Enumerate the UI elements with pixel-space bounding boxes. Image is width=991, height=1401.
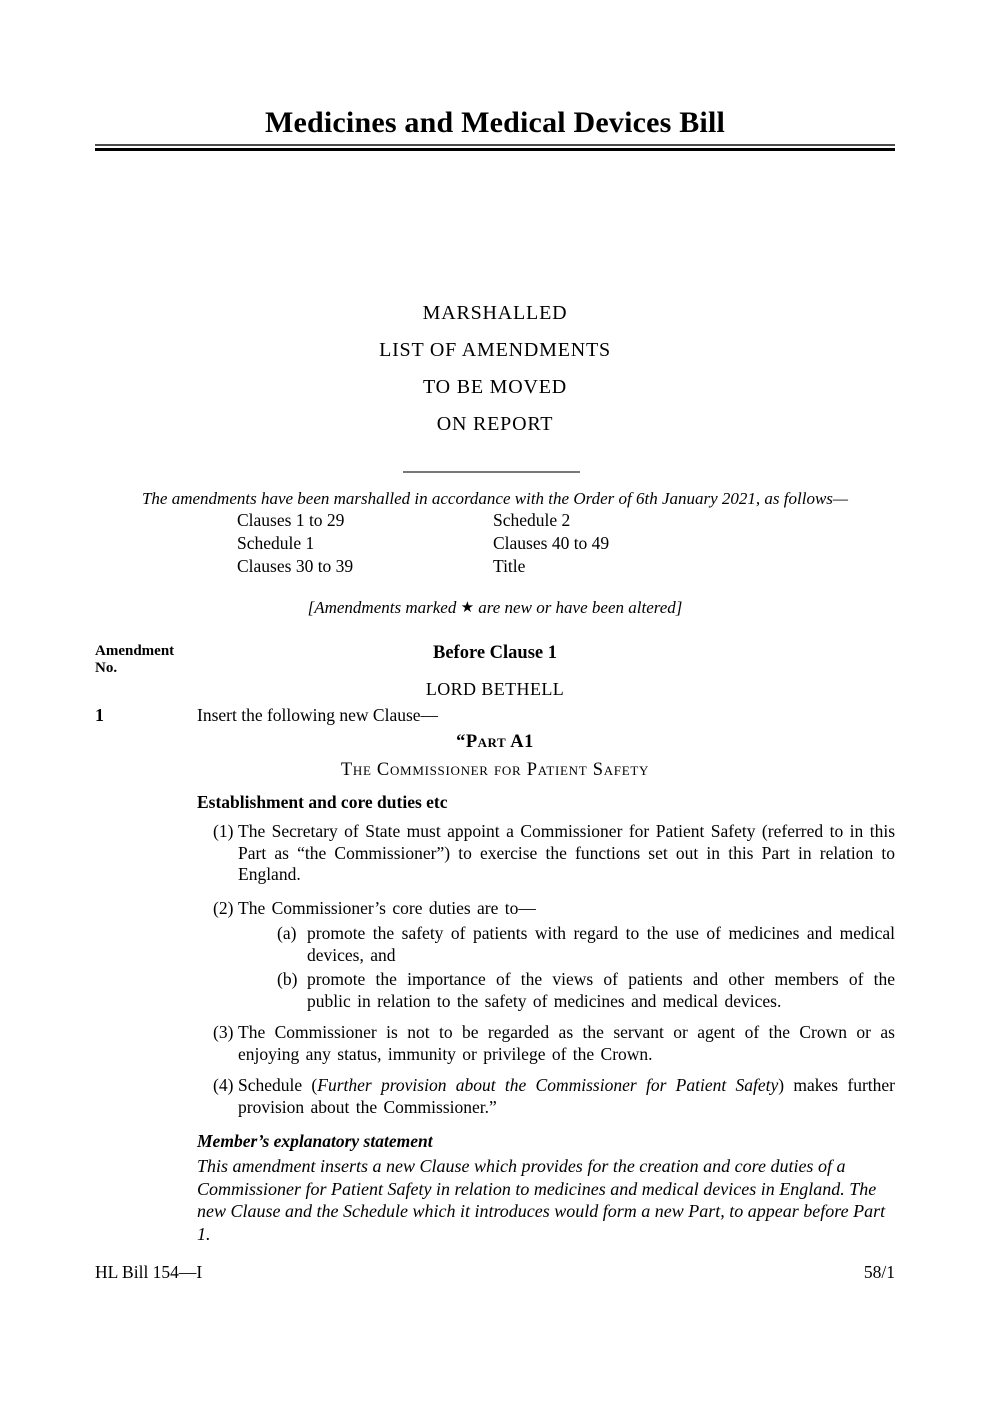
clause-3	[213, 1022, 895, 1065]
marshalling-column-1	[237, 509, 353, 578]
document-type-headings	[95, 303, 895, 451]
before-clause-heading: Before Clause 1	[433, 643, 557, 663]
explanatory-statement-text: This amendment inserts a new Clause which provides for the creation and core duties of a Commissioner for Patient Safety in relation to medicines and medical devices in England. The new Clause and the Schedule which it introduces would form a new Part, to appear before Part 1.	[197, 1156, 886, 1244]
footer-page-ref: 58/1	[863, 1262, 895, 1282]
marshalling-item: Schedule 2	[493, 510, 571, 530]
subclause-text: promote the safety of patients with regard to the use of medicines and medical devices, and	[307, 923, 895, 965]
part-heading: “Part A1	[456, 732, 534, 752]
marshalling-item: Clauses 40 to 49	[493, 533, 610, 553]
clause-text-suffix: ) makes further provision about the Commissioner.”	[238, 1075, 895, 1117]
clauses-block	[213, 821, 895, 1130]
mover-name: LORD BETHELL	[425, 679, 565, 699]
heading-to-be-moved: TO BE MOVED	[423, 376, 567, 398]
title-double-rule-thick-line	[95, 148, 895, 151]
clause-2	[213, 898, 895, 920]
clause-number: (2)	[213, 897, 234, 918]
marshalling-item: Clauses 1 to 29	[237, 510, 345, 530]
clause-text: The Secretary of State must appoint a Commissioner for Patient Safety (referred to in this Part as “the Commissioner”) to exercise the functions set out in this Part in relation to England.	[238, 821, 895, 884]
clause-4	[213, 1075, 895, 1118]
marshalling-order-note: The amendments have been marshalled in accordance with the Order of 6th January 2021, as follows—	[141, 489, 849, 508]
bill-title: Medicines and Medical Devices Bill	[264, 106, 726, 139]
subclause-text: promote the importance of the views of patients and other members of the public in relation to the safety of medicines and medical devices.	[307, 969, 895, 1011]
page-footer	[95, 1262, 895, 1283]
clause-1	[213, 821, 895, 886]
marshalling-item: Title	[493, 556, 526, 576]
section-heading: Establishment and core duties etc	[197, 792, 448, 812]
explanatory-statement-heading: Member’s explanatory statement	[197, 1131, 433, 1151]
subclause-b	[277, 969, 895, 1012]
star-note	[95, 598, 895, 618]
star-note-prefix: [Amendments marked	[307, 598, 461, 617]
footer-bill-number: HL Bill 154—I	[95, 1262, 203, 1282]
amendment-no-label-line1: Amendment	[95, 643, 175, 659]
subclause-letter: (a)	[277, 923, 297, 943]
heading-marshalled: MARSHALLED	[422, 302, 568, 324]
marshalling-item: Schedule 1	[237, 533, 315, 553]
star-note-suffix: are new or have been altered]	[474, 598, 683, 617]
clause-text: The Commissioner’s core duties are to—	[238, 897, 536, 918]
heading-list-of-amendments: LIST OF AMENDMENTS	[379, 339, 611, 361]
section-separator-rule	[403, 471, 580, 473]
clause-text	[238, 1075, 895, 1118]
star-icon: ★	[460, 600, 475, 616]
subclause-letter: (b)	[277, 969, 298, 989]
subclause-a	[277, 923, 895, 966]
clause-number: (3)	[213, 1022, 234, 1042]
amendment-no-label-line2: No.	[95, 659, 118, 676]
amendment-instruction: Insert the following new Clause—	[197, 705, 439, 725]
clause-text-prefix: Schedule (	[238, 1075, 318, 1095]
clause-text: The Commissioner is not to be regarded as the servant or agent of the Crown or as enjoying any status, immunity or privilege of the Crown.	[238, 1022, 895, 1064]
clause-number: (4)	[213, 1075, 234, 1095]
clause-text-italic-title: Further provision about the Commissioner for Patient Safety	[317, 1075, 779, 1095]
heading-on-report: ON REPORT	[436, 413, 554, 435]
marshalling-column-2	[493, 509, 609, 578]
title-double-rule	[95, 144, 895, 151]
marshalling-item: Clauses 30 to 39	[237, 556, 354, 576]
part-subheading: The Commissioner for Patient Safety	[340, 760, 650, 780]
amendment-number: 1	[95, 705, 104, 725]
clause-number: (1)	[213, 821, 234, 841]
